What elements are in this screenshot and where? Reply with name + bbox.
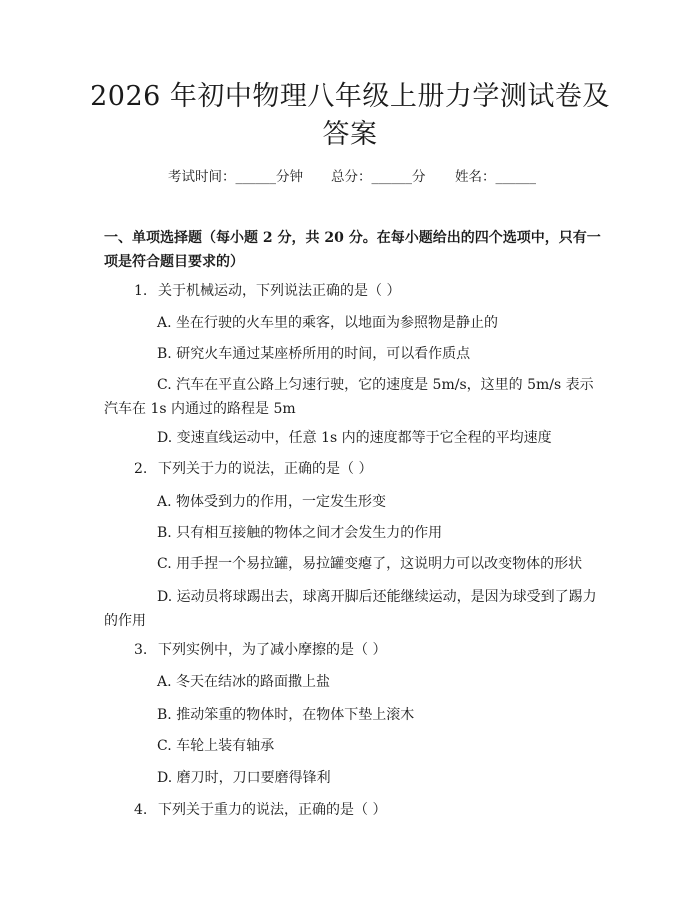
question-number: 1. (134, 283, 148, 299)
question-3-option-b: B. 推动笨重的物体时，在物体下垫上滚木 (157, 707, 415, 723)
question-text: 下列关于重力的说法，正确的是（ ） (158, 802, 387, 818)
section-heading-single-choice: 一、单项选择题（每小题 2 分，共 20 分。在每小题给出的四个选项中，只有一项是符合题目要求的） (104, 230, 601, 270)
question-3-stem (134, 638, 386, 662)
exam-time-field: 考试时间：______分钟 (168, 169, 303, 185)
question-1-option-a: A. 坐在行驶的火车里的乘客，以地面为参照物是静止的 (157, 315, 499, 331)
total-score-field: 总分：______分 (331, 169, 426, 185)
student-name-field: 姓名：______ (455, 169, 536, 185)
question-1-option-c: C. 汽车在平直公路上匀速行驶，它的速度是 5m/s，这里的 5m/s 表示汽车在 1s 内通过的路程是 5m (104, 377, 594, 417)
question-4-stem (134, 798, 386, 822)
question-text: 下列实例中，为了减小摩擦的是（ ） (158, 642, 387, 658)
question-number: 3. (134, 642, 148, 658)
question-number: 4. (134, 802, 148, 818)
question-2-option-b: B. 只有相互接触的物体之间才会发生力的作用 (157, 525, 443, 541)
question-1-stem (134, 279, 400, 303)
question-2-option-a: A. 物体受到力的作用，一定发生形变 (157, 494, 387, 510)
question-text: 关于机械运动，下列说法正确的是（ ） (158, 283, 401, 299)
question-3-option-c: C. 车轮上装有轴承 (157, 738, 275, 754)
question-text: 下列关于力的说法，正确的是（ ） (158, 461, 373, 477)
exam-title: 2026 年初中物理八年级上册力学测试卷及答案 (90, 81, 610, 150)
question-3-option-a: A. 冬天在结冰的路面撒上盐 (157, 674, 331, 690)
question-1-option-b: B. 研究火车通过某座桥所用的时间，可以看作质点 (157, 346, 471, 362)
question-1-option-d: D. 变速直线运动中，任意 1s 内的速度都等于它全程的平均速度 (157, 430, 552, 446)
question-2-stem (134, 457, 372, 481)
question-number: 2. (134, 461, 148, 477)
question-3-option-d: D. 磨刀时，刀口要磨得锋利 (157, 770, 331, 786)
question-2-option-c: C. 用手捏一个易拉罐，易拉罐变瘪了，这说明力可以改变物体的形状 (157, 556, 583, 572)
question-2-option-d: D. 运动员将球踢出去，球离开脚后还能继续运动，是因为球受到了踢力的作用 (104, 589, 597, 629)
